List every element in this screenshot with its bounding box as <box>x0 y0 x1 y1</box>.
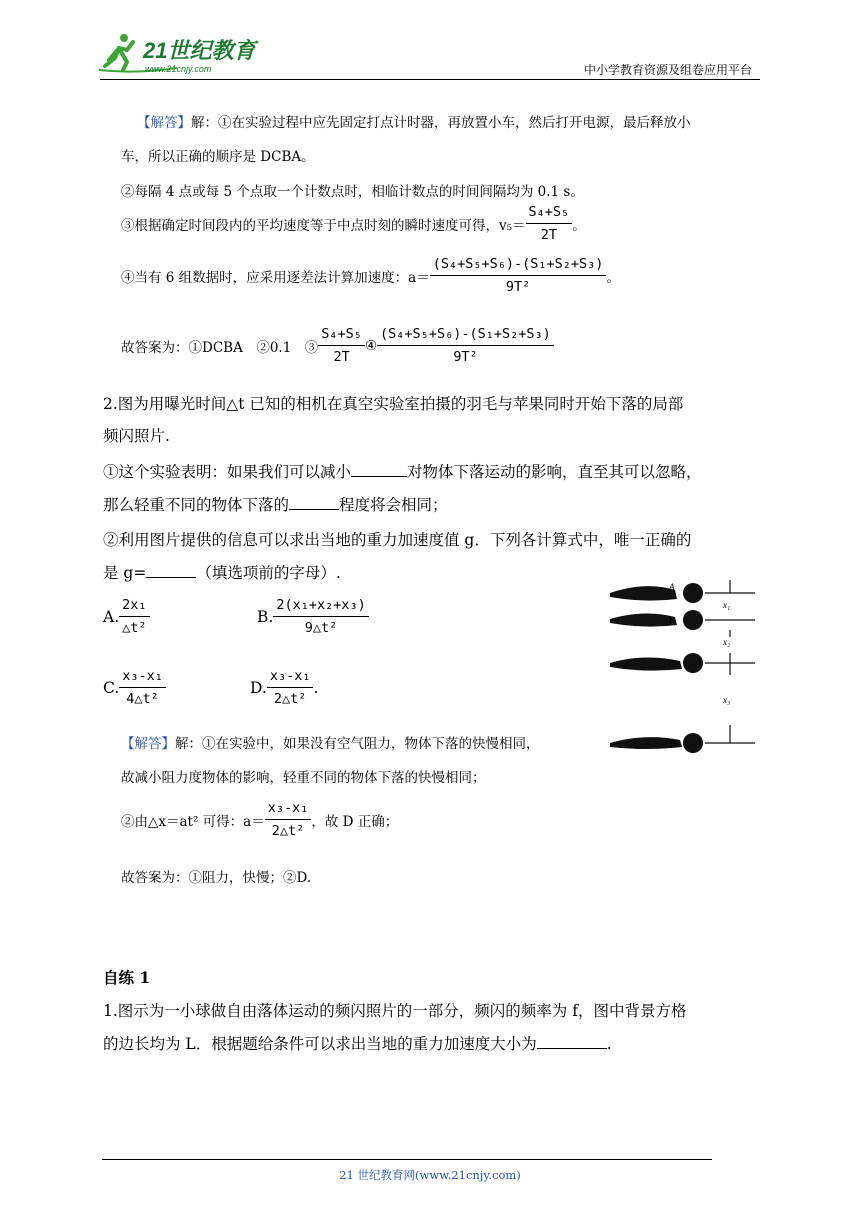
header-title: 中小学教育资源及组卷应用平台 <box>583 63 752 77</box>
feather-row-a <box>610 582 703 603</box>
answer2-line3: ②由△x＝at² 可得：a＝ $\frac{\text{x₃-x₁}}{\text{2△t²}}$ ，故 D 正确； <box>121 800 399 839</box>
option-a: A. $\frac{\text{2x₁}}{\text{△t²}}$ <box>103 597 150 637</box>
answer2-line2: 故减小阻力度物体的影响，轻重不同的物体下落的快慢相同； <box>121 770 486 786</box>
practice-title: 自练 1 <box>103 968 151 987</box>
svg-text:D: D <box>669 739 676 749</box>
x1-label: x₁ <box>723 600 731 610</box>
answer-blank <box>537 1034 607 1049</box>
q2-line2: 频闪照片. <box>103 427 170 445</box>
fraction-v5: $\frac{\text{S₄+S₅}}{2T}$ <box>526 204 573 244</box>
q2-line3: ①这个实验表明：如果我们可以减小 对物体下落运动的影响，直至其可以忽略， <box>103 463 702 481</box>
feather-row-d <box>610 733 703 753</box>
option-b: B. $\frac{\text{2(x₁+x₂+x₃)}}{\text{9△t²}}$ <box>257 597 369 637</box>
q2-line6: 是 g= （填选项前的字母）. <box>103 564 341 582</box>
answer1-p4: ④当有 6 组数据时，应采用逐差法计算加速度：a＝ $\frac{\text{(S₄+S₅+S₆)-(S₁+S₂+S₃)}}{\text{9T²}}$ 。 <box>121 256 620 295</box>
fraction-final-1: $\frac{\text{S₄+S₅}}{2T}$ <box>318 326 365 366</box>
answer2-final: 故答案为：①阻力，快慢；②D. <box>121 870 312 886</box>
fraction-accel: $\frac{\text{(S₄+S₅+S₆)-(S₁+S₂+S₃)}}{\text{9T²}}$ <box>430 256 607 296</box>
footer-rule <box>102 1159 712 1160</box>
answer1-final: 故答案为：①DCBA ②0.1 ③ $\frac{\text{S₄+S₅}}{2T}$ ④ $\frac{\text{(S₄+S₅+S₆)-(S₁+S₂+S₃)}}{\text{9T²}}$ <box>121 326 554 366</box>
site-logo <box>97 28 267 78</box>
logo-text: 21世纪教育 <box>143 38 256 63</box>
answer1-line1: 【解答】解：①在实验过程中应先固定打点计时器，再放置小车，然后打开电源，最后释放小 <box>137 115 691 131</box>
x3-label: x₃ <box>723 695 731 705</box>
fraction-final-2: $\frac{\text{(S₄+S₅+S₆)-(S₁+S₂+S₃)}}{\text{9T²}}$ <box>377 326 554 366</box>
q2-line4: 那么轻重不同的物体下落的 程度将会相同； <box>103 496 448 514</box>
logo-url: www.21cnjy.com <box>145 64 212 74</box>
footer-text: 21 世纪教育网(www.21cnjy.com) <box>339 1168 521 1182</box>
svg-text:C: C <box>669 659 676 669</box>
header-rule <box>100 79 760 80</box>
answer-tag: 【解答】 <box>137 115 191 131</box>
fraction-a: $\frac{\text{x₃-x₁}}{\text{2△t²}}$ <box>265 800 312 840</box>
svg-text:B: B <box>669 615 675 625</box>
practice-line2: 的边长均为 L．根据题给条件可以求出当地的重力加速度大小为 . <box>103 1035 612 1053</box>
feather-row-c <box>610 653 703 673</box>
answer2-line1: 【解答】解：①在实验中，如果没有空气阻力，物体下落的快慢相同， <box>121 736 540 752</box>
answer-blank <box>351 462 407 477</box>
answer-blank <box>146 563 196 578</box>
answer1-line2: 车，所以正确的顺序是 DCBA。 <box>121 149 315 165</box>
feather-row-b <box>610 610 703 630</box>
feather-apple-figure <box>605 575 765 760</box>
option-d: D. $\frac{\text{x₃-x₁}}{\text{2△t²}}$ . <box>250 668 319 707</box>
svg-text:A: A <box>669 582 675 592</box>
practice-line1: 1.图示为一小球做自由落体运动的频闪照片的一部分，频闪的频率为 f，图中背景方格 <box>103 1002 687 1020</box>
answer1-p3: ③根据确定时间段内的平均速度等于中点时刻的瞬时速度可得，v₅＝ $\frac{\text{S₄+S₅}}{2T}$ 。 <box>121 204 586 243</box>
answer-tag: 【解答】 <box>121 736 175 752</box>
x2-label: x₂ <box>723 637 731 647</box>
q2-line5: ②利用图片提供的信息可以求出当地的重力加速度值 g．下列各计算式中，唯一正确的 <box>103 531 692 549</box>
q2-line1: 2.图为用曝光时间△t 已知的相机在真空实验室拍摄的羽毛与苹果同时开始下落的局部 <box>103 395 684 413</box>
answer-blank <box>289 495 339 510</box>
option-c: C. $\frac{\text{x₃-x₁}}{\text{4△t²}}$ <box>103 668 166 708</box>
answer1-p2: ②每隔 4 点或每 5 个点取一个计数点时，相临计数点的时间间隔均为 0.1 s。 <box>121 184 584 200</box>
